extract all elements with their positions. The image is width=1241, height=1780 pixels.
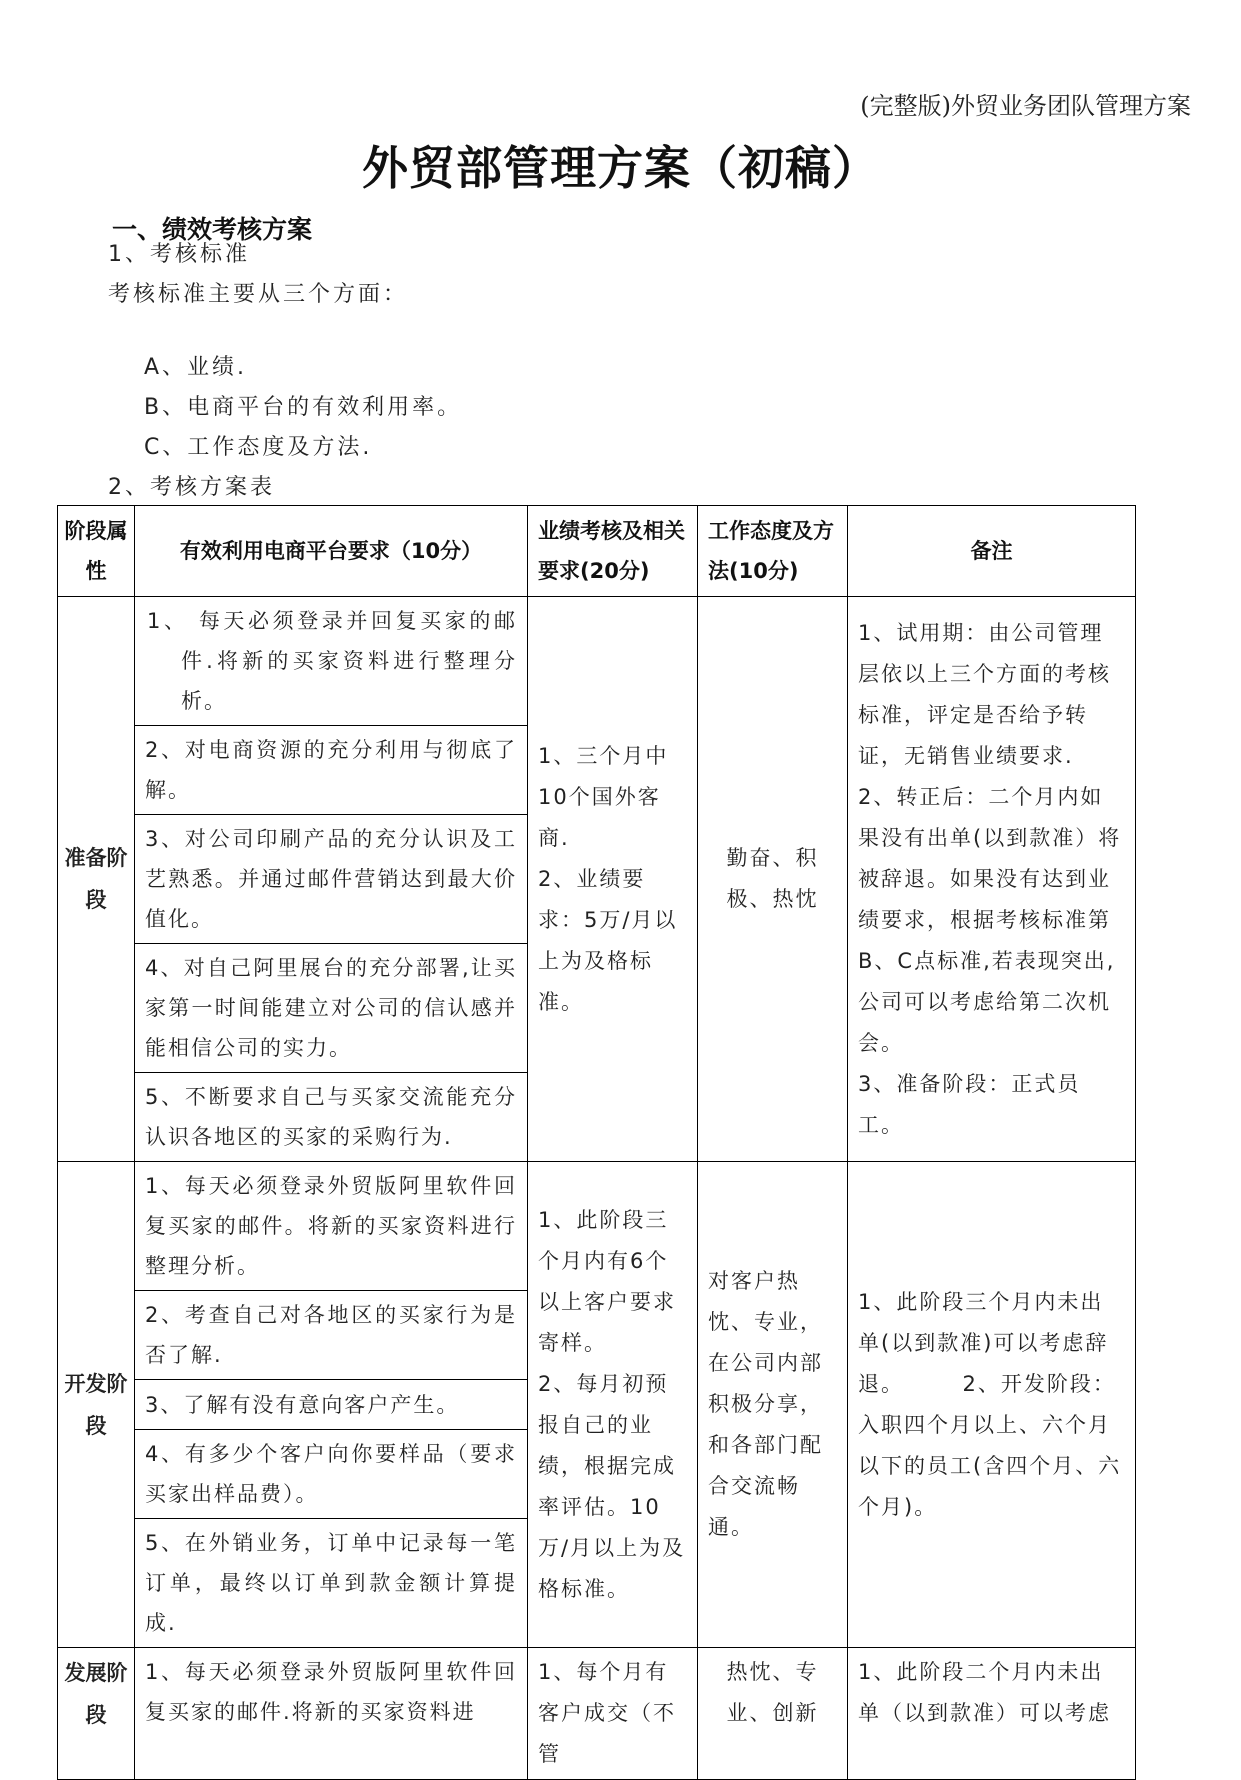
requirement-cell: 1、每天必须登录外贸版阿里软件回复买家的邮件。将新的买家资料进行整理分析。	[135, 1162, 528, 1291]
requirement-cell: 2、对电商资源的充分利用与彻底了解。	[135, 726, 528, 815]
requirement-cell: 1、每天必须登录外贸版阿里软件回复买家的邮件.将新的买家资料进	[135, 1648, 528, 1780]
table-header-row	[58, 506, 1136, 597]
document-title: 外贸部管理方案（初稿）	[362, 141, 879, 195]
table-row	[58, 1162, 1136, 1291]
requirement-cell: 3、了解有没有意向客户产生。	[135, 1380, 528, 1430]
table-row	[58, 597, 1136, 726]
assessment-table	[57, 505, 1136, 1780]
requirement-cell: 2、考查自己对各地区的买家行为是否了解.	[135, 1291, 528, 1380]
requirement-cell: 4、有多少个客户向你要样品（要求买家出样品费）。	[135, 1430, 528, 1519]
header-note: (完整版)外贸业务团队管理方案	[860, 92, 1191, 120]
stage-name: 开发阶段	[58, 1162, 135, 1648]
item-2-heading: 2、考核方案表	[108, 475, 275, 500]
attitude-cell: 对客户热忱、专业，在公司内部积极分享，和各部门配合交流畅通。	[698, 1162, 848, 1648]
requirement-cell: 4、对自己阿里展台的充分部署,让买家第一时间能建立对公司的信认感并能相信公司的实力。	[135, 944, 528, 1073]
performance-cell: 1、每个月有客户成交（不管	[528, 1648, 698, 1780]
performance-cell: 1、此阶段三个月内有6个以上客户要求寄样。 2、每月初预报自己的业绩，根据完成率评估。10万/月以上为及格标准。	[528, 1162, 698, 1648]
header-remarks: 备注	[848, 506, 1136, 597]
remarks-cell: 1、此阶段三个月内未出单(以到款准)可以考虑辞退。 2、开发阶段：入职四个月以上、六个月以下的员工(含四个月、六个月)。	[848, 1162, 1136, 1648]
stage-name: 发展阶段	[58, 1648, 135, 1780]
requirement-cell: 1、 每天必须登录并回复买家的邮件.将新的买家资料进行整理分析。	[135, 597, 528, 726]
item-1-heading: 1、考核标准	[108, 242, 250, 267]
criteria-lead: 考核标准主要从三个方面：	[108, 282, 409, 307]
criterion-b: B、电商平台的有效利用率。	[144, 395, 463, 420]
stage-name: 准备阶段	[58, 597, 135, 1162]
section-heading: 一、绩效考核方案	[112, 215, 313, 244]
performance-cell: 1、三个月中10个国外客商. 2、业绩要求：5万/月以上为及格标准。	[528, 597, 698, 1162]
header-performance: 业绩考核及相关要求(20分)	[528, 506, 698, 597]
remarks-cell: 1、试用期：由公司管理层依以上三个方面的考核标准，评定是否给予转证，无销售业绩要求. 2、转正后：二个月内如果没有出单(以到款准）将被辞退。如果没有达到业绩要求，根据考核标准第B、C点标准,若表现突出,公司可以考虑给第二次机会。 3、准备阶段：正式员工。	[848, 597, 1136, 1162]
attitude-cell: 热忱、专业、创新	[698, 1648, 848, 1780]
header-platform: 有效利用电商平台要求（10分）	[135, 506, 528, 597]
attitude-cell: 勤奋、积极、热忱	[698, 597, 848, 1162]
remarks-cell: 1、此阶段二个月内未出单（以到款准）可以考虑	[848, 1648, 1136, 1780]
header-stage: 阶段属性	[58, 506, 135, 597]
requirement-cell: 3、对公司印刷产品的充分认识及工艺熟悉。并通过邮件营销达到最大价值化。	[135, 815, 528, 944]
header-attitude: 工作态度及方法(10分)	[698, 506, 848, 597]
requirement-cell: 5、在外销业务，订单中记录每一笔订单，最终以订单到款金额计算提成.	[135, 1519, 528, 1648]
table-row	[58, 1648, 1136, 1780]
requirement-cell: 5、不断要求自己与买家交流能充分认识各地区的买家的采购行为.	[135, 1073, 528, 1162]
criterion-a: A、业绩.	[144, 355, 248, 380]
criterion-c: C、工作态度及方法.	[144, 435, 373, 460]
